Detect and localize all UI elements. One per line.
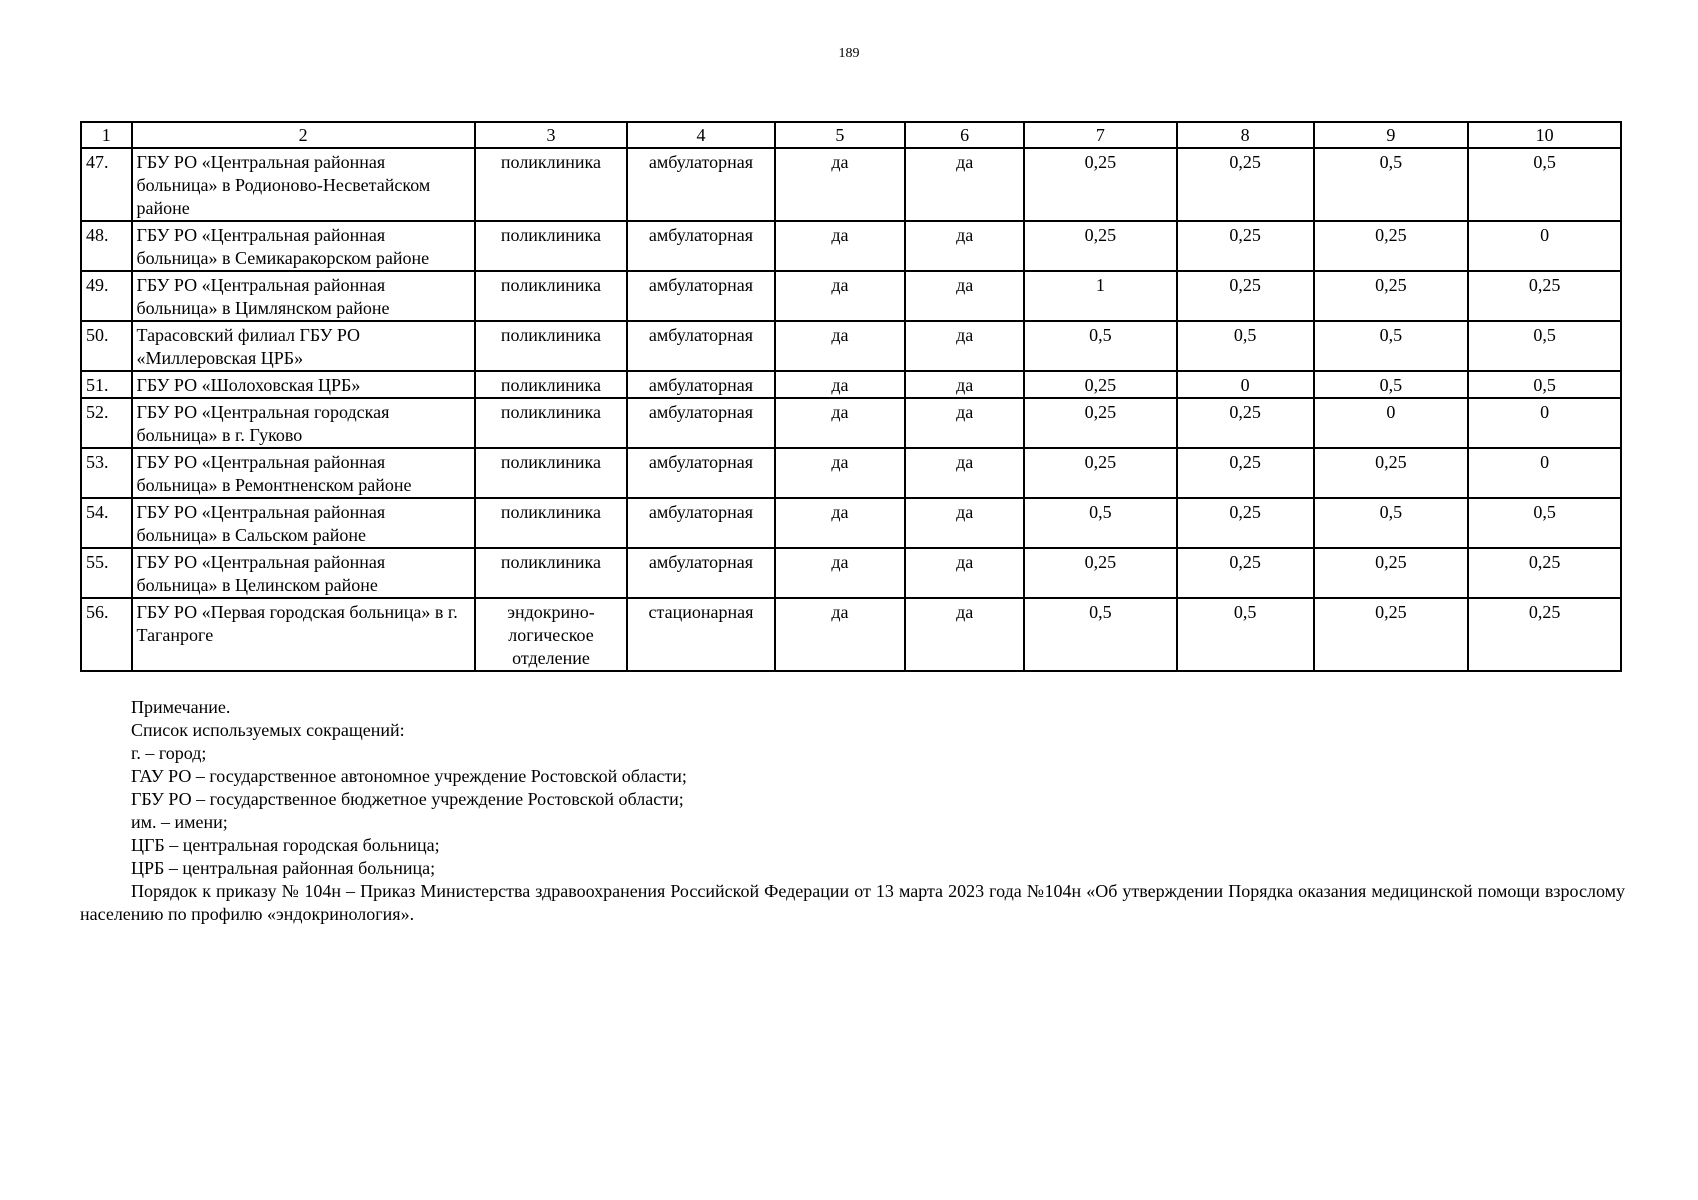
col10-value: 0 [1468,398,1621,448]
unit-type: поликлиника [475,371,628,398]
col10-value: 0,25 [1468,598,1621,671]
col7-value: 0,25 [1024,148,1177,221]
col9-value: 0,25 [1314,548,1469,598]
facility-name: ГБУ РО «Первая городская больница» в г. Таганроге [132,598,475,671]
care-type: амбулаторная [627,448,774,498]
facility-name: ГБУ РО «Центральная районная больница» в Ремонтненском районе [132,448,475,498]
col7-value: 0,5 [1024,498,1177,548]
unit-type: поликлиника [475,448,628,498]
table-row [81,321,1621,371]
column-header: 3 [475,122,628,148]
col7-value: 0,25 [1024,221,1177,271]
col6-value: да [905,548,1024,598]
notes-section [80,696,1625,926]
col10-value: 0,25 [1468,548,1621,598]
col9-value: 0,5 [1314,371,1469,398]
col9-value: 0,25 [1314,271,1469,321]
unit-type: поликлиника [475,221,628,271]
abbreviation-item: ГБУ РО – государственное бюджетное учреждение Ростовской области; [131,789,684,809]
col6-value: да [905,398,1024,448]
facility-name: ГБУ РО «Центральная районная больница» в Сальском районе [132,498,475,548]
col10-value: 0 [1468,221,1621,271]
table-row [81,548,1621,598]
col9-value: 0,25 [1314,221,1469,271]
unit-type: поликлиника [475,548,628,598]
unit-type: поликлиника [475,148,628,221]
row-number: 47. [81,148,132,221]
col5-value: да [775,221,906,271]
col8-value: 0 [1177,371,1314,398]
col7-value: 0,25 [1024,398,1177,448]
column-header: 10 [1468,122,1621,148]
unit-type: поликлиника [475,398,628,448]
facility-name: ГБУ РО «Центральная городская больница» в г. Гуково [132,398,475,448]
abbreviation-item: ГАУ РО – государственное автономное учреждение Ростовской области; [131,766,687,786]
col5-value: да [775,598,906,671]
col10-value: 0 [1468,448,1621,498]
row-number: 50. [81,321,132,371]
col9-value: 0,5 [1314,321,1469,371]
col5-value: да [775,321,906,371]
col9-value: 0,5 [1314,148,1469,221]
col5-value: да [775,548,906,598]
table-row [81,598,1621,671]
unit-type: поликлиника [475,498,628,548]
col6-value: да [905,148,1024,221]
col9-value: 0,25 [1314,598,1469,671]
col10-value: 0,5 [1468,148,1621,221]
col7-value: 0,25 [1024,371,1177,398]
col5-value: да [775,498,906,548]
care-type: амбулаторная [627,498,774,548]
col7-value: 0,5 [1024,321,1177,371]
col8-value: 0,25 [1177,498,1314,548]
col9-value: 0 [1314,398,1469,448]
facility-name: ГБУ РО «Центральная районная больница» в Целинском районе [132,548,475,598]
table-row [81,448,1621,498]
col8-value: 0,25 [1177,148,1314,221]
notes-title: Примечание. [131,697,231,717]
column-header: 4 [627,122,774,148]
col10-value: 0,25 [1468,271,1621,321]
abbreviation-item: г. – город; [131,743,207,763]
column-header: 5 [775,122,906,148]
facilities-table [80,121,1622,672]
care-type: амбулаторная [627,371,774,398]
col8-value: 0,25 [1177,271,1314,321]
col5-value: да [775,371,906,398]
col8-value: 0,25 [1177,221,1314,271]
col7-value: 0,25 [1024,448,1177,498]
col8-value: 0,25 [1177,548,1314,598]
col5-value: да [775,448,906,498]
col8-value: 0,25 [1177,398,1314,448]
row-number: 54. [81,498,132,548]
column-header: 9 [1314,122,1469,148]
row-number: 53. [81,448,132,498]
abbreviation-item: ЦРБ – центральная районная больница; [131,858,436,878]
page-number: 189 [838,46,860,61]
table-row [81,498,1621,548]
row-number: 49. [81,271,132,321]
unit-type: эндокрино-логическое отделение [475,598,628,671]
row-number: 52. [81,398,132,448]
order-reference-text: Порядок к приказу № 104н – Приказ Министерства здравоохранения Российской Федерации от 13 марта 2023 года №104н «Об утверждении Порядка оказания медицинской помощи взрослому населению по профилю «эндокринология». [80,881,1625,924]
col6-value: да [905,271,1024,321]
col8-value: 0,5 [1177,598,1314,671]
col5-value: да [775,271,906,321]
facility-name: ГБУ РО «Шолоховская ЦРБ» [132,371,475,398]
col6-value: да [905,221,1024,271]
col8-value: 0,25 [1177,448,1314,498]
col6-value: да [905,371,1024,398]
table-row [81,398,1621,448]
care-type: амбулаторная [627,271,774,321]
col8-value: 0,5 [1177,321,1314,371]
care-type: амбулаторная [627,398,774,448]
col10-value: 0,5 [1468,321,1621,371]
col6-value: да [905,598,1024,671]
facility-name: Тарасовский филиал ГБУ РО «Миллеровская ЦРБ» [132,321,475,371]
table-row [81,148,1621,221]
care-type: амбулаторная [627,548,774,598]
care-type: амбулаторная [627,148,774,221]
column-header: 6 [905,122,1024,148]
col7-value: 0,5 [1024,598,1177,671]
table-row [81,271,1621,321]
row-number: 56. [81,598,132,671]
column-header: 2 [132,122,475,148]
col5-value: да [775,148,906,221]
col9-value: 0,5 [1314,498,1469,548]
col6-value: да [905,321,1024,371]
col7-value: 0,25 [1024,548,1177,598]
col6-value: да [905,498,1024,548]
facility-name: ГБУ РО «Центральная районная больница» в Родионово-Несветайском районе [132,148,475,221]
col7-value: 1 [1024,271,1177,321]
col9-value: 0,25 [1314,448,1469,498]
row-number: 48. [81,221,132,271]
care-type: стационарная [627,598,774,671]
care-type: амбулаторная [627,221,774,271]
table-header-row [81,122,1621,148]
col5-value: да [775,398,906,448]
notes-subtitle: Список используемых сокращений: [131,720,405,740]
unit-type: поликлиника [475,321,628,371]
table-row [81,371,1621,398]
column-header: 8 [1177,122,1314,148]
unit-type: поликлиника [475,271,628,321]
column-header: 7 [1024,122,1177,148]
table-row [81,221,1621,271]
col10-value: 0,5 [1468,498,1621,548]
abbreviation-item: ЦГБ – центральная городская больница; [131,835,440,855]
row-number: 51. [81,371,132,398]
facility-name: ГБУ РО «Центральная районная больница» в Семикаракорском районе [132,221,475,271]
abbreviation-item: им. – имени; [131,812,228,832]
col6-value: да [905,448,1024,498]
row-number: 55. [81,548,132,598]
care-type: амбулаторная [627,321,774,371]
column-header: 1 [81,122,132,148]
col10-value: 0,5 [1468,371,1621,398]
facility-name: ГБУ РО «Центральная районная больница» в Цимлянском районе [132,271,475,321]
